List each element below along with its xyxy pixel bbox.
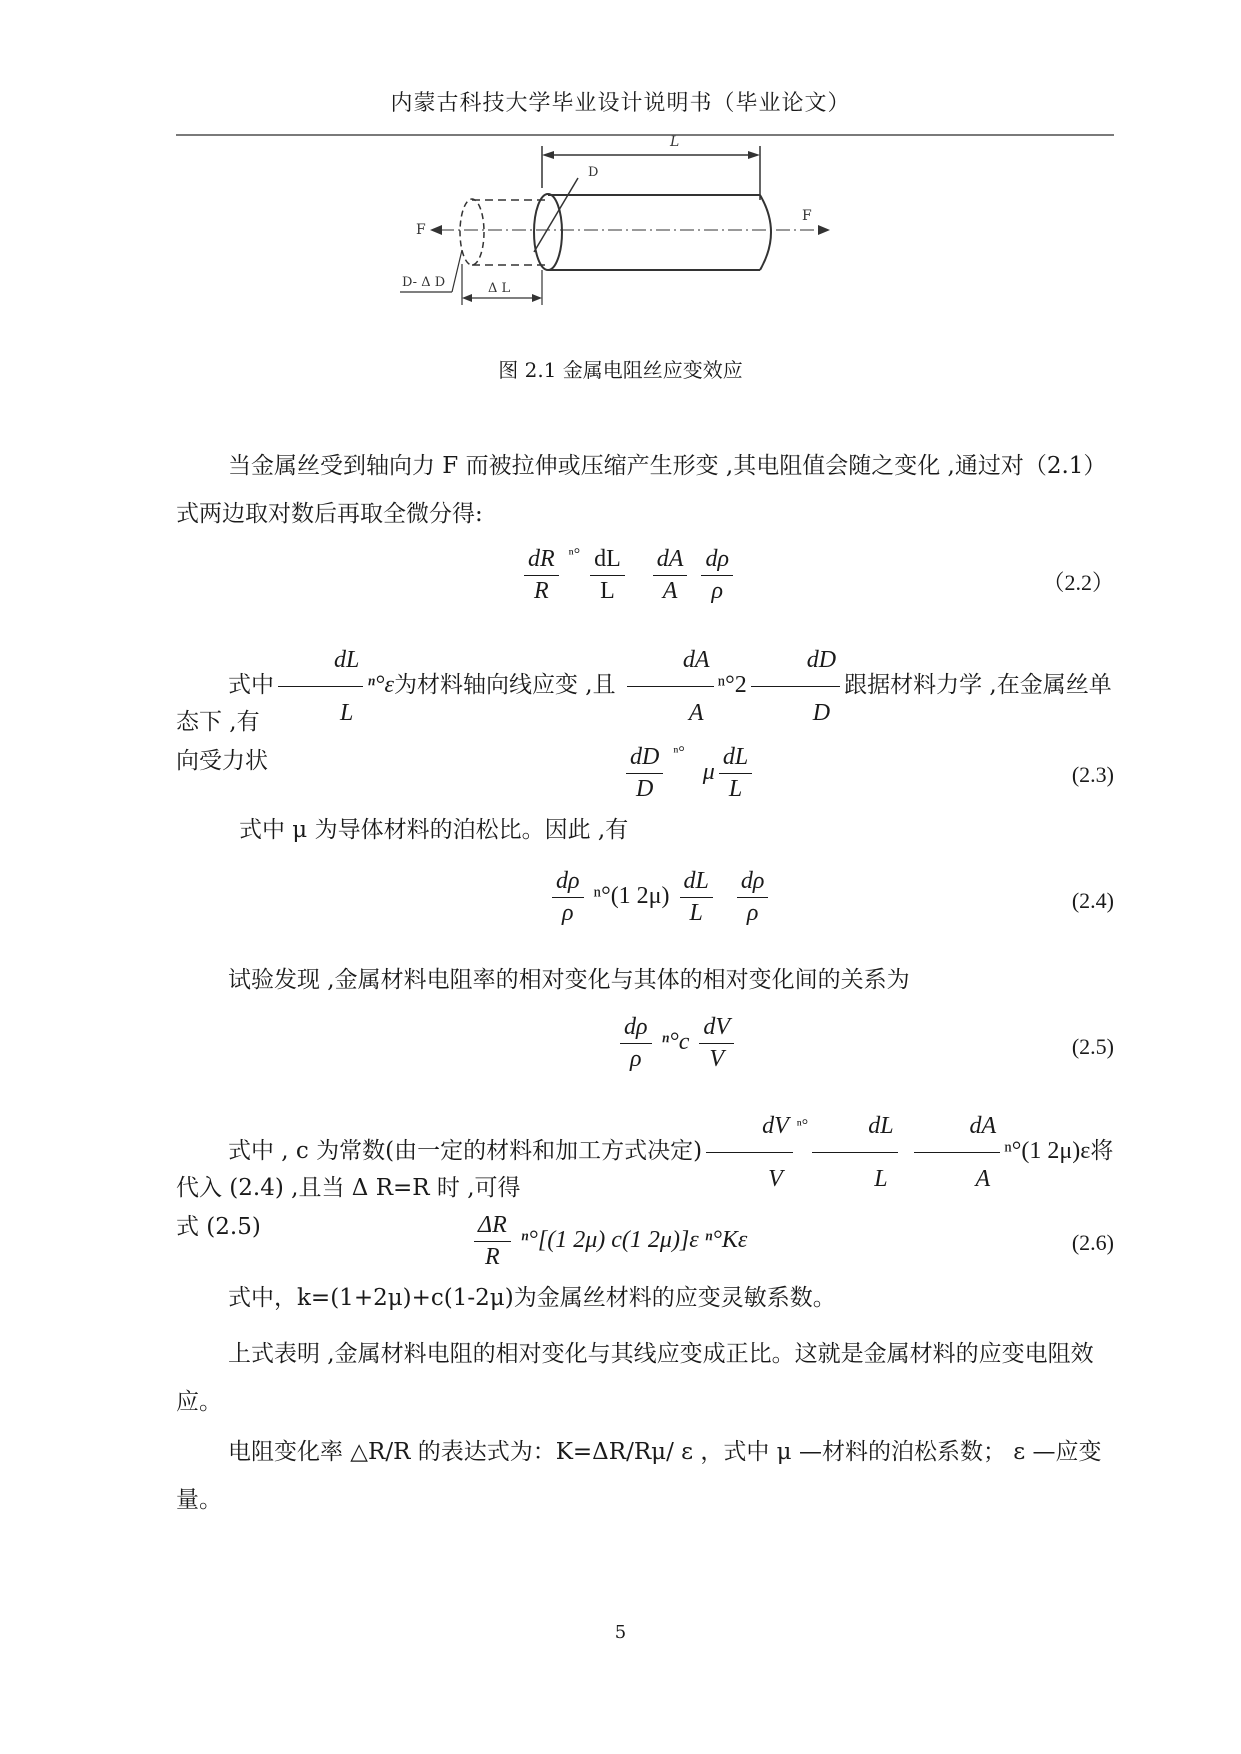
eq25-num2: dV [699,1014,734,1044]
eq23-num1: dD [626,744,663,774]
p2-text-c: 跟据材料力学 ,在金属丝单向受力状 [176,672,1112,774]
eq24-num2: dL [680,868,713,898]
eq25-num1: dρ [620,1014,652,1044]
eq22-den1: R [534,578,549,604]
equation-2-4 [548,868,772,927]
eq22-num4: dρ [701,546,733,576]
inline1-num2: dA [627,636,714,687]
eq24-num1: dρ [552,868,584,898]
inline1-num3: dD [751,636,840,687]
eq23-den1: D [636,776,654,802]
eq26-num1: ΔR [474,1212,511,1242]
eq24-num3: dρ [737,868,769,898]
inline2-den1: V [768,1166,783,1192]
eq24-den2: L [689,900,703,926]
paragraph-7: 上式表明 ,金属材料电阻的相对变化与其线应变成正比。这就是金属材料的应变电阻效应。 [176,1341,1094,1415]
eq22-num2: dL [590,546,625,576]
paragraph-4: 试验发现 ,金属材料电阻率的相对变化与其体的相对变化间的关系为 [228,967,910,993]
page-number: 5 [614,1622,627,1643]
eq26-mid: ⁿ°[(1 2μ) c(1 2μ)]ε ⁿ°Kε [520,1227,748,1254]
inline2-mid2: ⁿ°(1 2μ)ε [1004,1138,1091,1165]
inline1-den3: D [812,700,831,726]
inline1-num1: dL [278,636,363,687]
page-header: 内蒙古科技大学毕业设计说明书（毕业论文） [390,91,851,116]
eq22-den4: ρ [711,578,723,604]
paragraph-6: 式中，k=(1+2μ)+c(1-2μ)为金属丝材料的应变灵敏系数。 [228,1285,836,1311]
p5-text-a: 式中 , c 为常数(由一定的材料和加工方式决定) [228,1138,703,1165]
equation-2-2 [520,546,737,605]
inline2-mid: ⁿ° [796,1117,809,1134]
inline2-den2: L [874,1166,888,1192]
paragraph-1: 当金属丝受到轴向力 F 而被拉伸或压缩产生形变 ,其电阻值会随之变化 ,通过对（2.1）式两边取对数后再取全微分得: [176,453,1107,527]
eq26-den1: R [485,1244,500,1270]
eq23-num2: dL [719,744,752,774]
eq22-num1: dR [524,546,559,576]
p5-text-b: 将式 (2.5) [176,1138,1114,1240]
eq-number-2-6: (2.6) [1071,1230,1114,1255]
wire-strain-figure [402,134,870,350]
eq24-den1: ρ [562,900,574,926]
eq23-den2: L [728,776,743,802]
paragraph-3: 式中 μ 为导体材料的泊松比。因此 ,有 [239,817,629,843]
eq22-den2: L [600,578,615,604]
inline2-num1: dV [706,1102,793,1153]
equation-2-5 [616,1014,738,1073]
paragraph-2-cont: 态下 ,有 [176,709,260,735]
inline1-mid2: ⁿ°2 [717,672,747,699]
eq23-mu: μ [702,759,715,786]
inline2-num3: dA [914,1102,1001,1153]
inline1-mid: ⁿ°ε [367,672,394,699]
p2-text-b: 为材料轴向线应变 ,且 [393,672,616,699]
label-delta-L: Δ L [488,281,511,296]
header-rule [176,134,1114,136]
eq-number-2-2: （2.2） [1042,570,1114,595]
equation-2-3 [622,744,756,803]
label-F-right: F [802,208,812,224]
inline2-num2: dL [812,1102,897,1153]
eq24-den3: ρ [746,900,759,926]
paragraph-5-cont: 代入 (2.4) ,且当 Δ R=R 时 ,可得 [176,1175,521,1201]
inline1-den1: L [340,700,354,726]
equation-2-6 [470,1212,747,1271]
inline2-den3: A [975,1166,991,1192]
eq-number-2-3: (2.3) [1071,762,1114,787]
figure-caption: 图 2.1 金属电阻丝应变效应 [498,358,743,382]
inline1-den2: A [688,700,704,726]
eq24-mid: ⁿ°(1 2μ) [593,883,670,910]
p2-text-a: 式中 [228,672,274,699]
eq25-mid: ⁿ°c [661,1029,690,1056]
eq-number-2-4: (2.4) [1071,888,1114,913]
label-D-minus-dD: D- Δ D [402,275,446,290]
eq23-op: ⁿ° [673,744,685,761]
label-D: D [588,165,599,180]
label-L: L [670,134,680,150]
label-F-left: F [416,222,426,238]
eq22-op1: ⁿ° [568,546,581,563]
eq25-den1: ρ [630,1046,642,1072]
eq22-num3: dA [653,546,688,576]
eq-number-2-5: (2.5) [1071,1034,1114,1059]
eq25-den2: V [709,1046,725,1072]
eq22-den3: A [662,578,678,604]
paragraph-8: 电阻变化率 △R/R 的表达式为：K=ΔR/Rμ/ ε ，式中 μ —材料的泊松系数； ε —应变量。 [176,1439,1102,1513]
